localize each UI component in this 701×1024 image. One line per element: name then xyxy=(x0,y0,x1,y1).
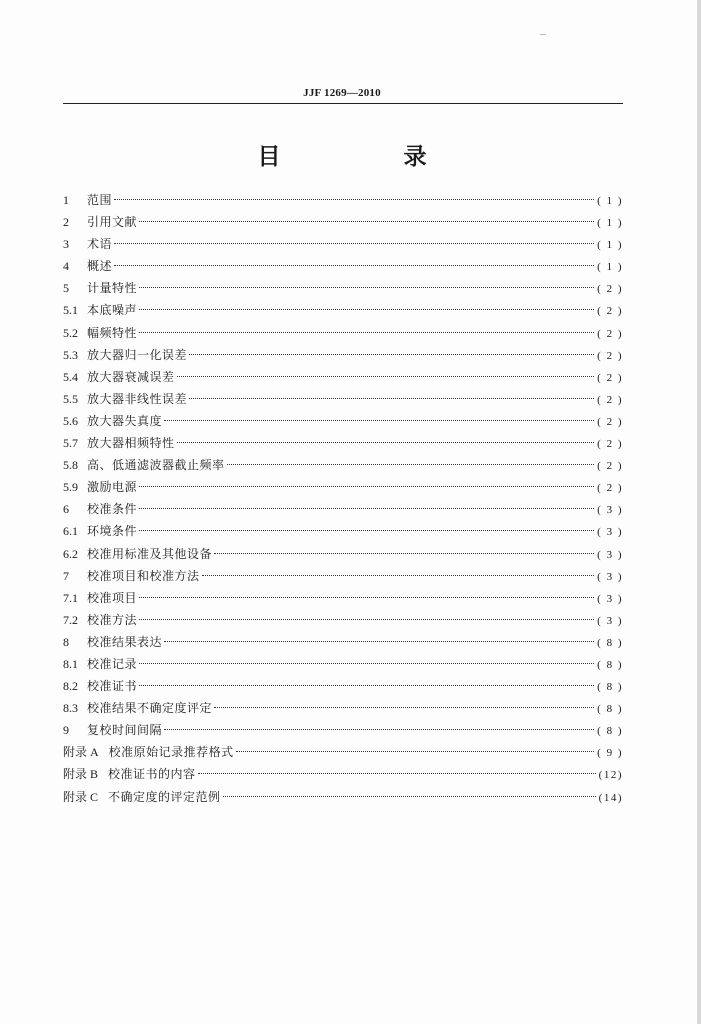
toc-entry[interactable] xyxy=(63,741,623,763)
toc-entry[interactable] xyxy=(63,476,623,498)
toc-leader-dots xyxy=(139,221,594,222)
toc-entry[interactable] xyxy=(63,786,623,808)
toc-entry-number: 5.7 xyxy=(63,436,78,451)
toc-entry[interactable] xyxy=(63,565,623,587)
toc-entry-page: ( 2 ) xyxy=(597,460,623,473)
header-rule xyxy=(63,103,623,104)
toc-leader-dots xyxy=(114,199,594,200)
toc-entry-number: 5.9 xyxy=(63,480,78,495)
toc-entry-page: ( 2 ) xyxy=(597,415,623,428)
toc-entry-title: 校准结果表达 xyxy=(87,634,163,649)
toc-entry-page: ( 2 ) xyxy=(597,305,623,318)
toc-entry-number: 9 xyxy=(63,723,69,738)
toc-entry-title: 校准证书 xyxy=(87,679,138,694)
toc-entry[interactable] xyxy=(63,322,623,344)
toc-leader-dots xyxy=(164,729,594,730)
toc-leader-dots xyxy=(223,796,596,797)
toc-entry[interactable] xyxy=(63,543,623,565)
toc-entry-page: ( 8 ) xyxy=(597,703,623,716)
toc-entry-page: ( 2 ) xyxy=(597,349,623,362)
toc-entry-number: 8.3 xyxy=(63,701,78,716)
toc-entry-number: 2 xyxy=(63,215,69,230)
toc-leader-dots xyxy=(164,641,594,642)
toc-entry-number: 附录 A xyxy=(63,745,99,760)
toc-entry-number: 7.2 xyxy=(63,612,78,627)
toc-entry-title: 概述 xyxy=(87,259,113,274)
toc-entry[interactable] xyxy=(63,609,623,631)
toc-leader-dots xyxy=(189,398,594,399)
toc-entry[interactable] xyxy=(63,189,623,211)
toc-entry-title: 校准条件 xyxy=(87,502,138,517)
toc-leader-dots xyxy=(139,332,594,333)
toc-entry-page: (12) xyxy=(598,769,623,782)
toc-entry[interactable] xyxy=(63,388,623,410)
toc-entry-page: ( 2 ) xyxy=(597,438,623,451)
toc-entry-page: ( 8 ) xyxy=(597,725,623,738)
toc-entry[interactable] xyxy=(63,299,623,321)
toc-entry-number: 6 xyxy=(63,502,69,517)
toc-leader-dots xyxy=(177,376,595,377)
toc-entry[interactable] xyxy=(63,520,623,542)
toc-entry-number: 8.2 xyxy=(63,679,78,694)
toc-entry-title: 环境条件 xyxy=(87,524,138,539)
toc-leader-dots xyxy=(139,619,594,620)
toc-entry[interactable] xyxy=(63,719,623,741)
toc-leader-dots xyxy=(189,354,594,355)
toc-entry-title: 校准结果不确定度评定 xyxy=(87,701,213,716)
toc-entry-number: 7 xyxy=(63,568,69,583)
toc-leader-dots xyxy=(164,420,594,421)
toc-entry-title: 复校时间间隔 xyxy=(87,723,163,738)
toc-entry[interactable] xyxy=(63,255,623,277)
toc-entry[interactable] xyxy=(63,697,623,719)
toc-leader-dots xyxy=(139,685,594,686)
toc-entry-number: 5.8 xyxy=(63,458,78,473)
toc-entry-page: ( 8 ) xyxy=(597,681,623,694)
toc-entry-page: ( 2 ) xyxy=(597,283,623,296)
toc-entry-number: 1 xyxy=(63,193,69,207)
toc-entry-title: 校准项目 xyxy=(87,590,138,605)
toc-entry-page: ( 1 ) xyxy=(597,217,623,230)
toc-entry-title: 激励电源 xyxy=(87,480,138,495)
toc-entry-page: ( 2 ) xyxy=(597,327,623,340)
toc-entry-title: 校准记录 xyxy=(87,656,138,671)
toc-entry-number: 7.1 xyxy=(63,590,78,605)
toc-leader-dots xyxy=(139,287,594,288)
toc-entry-title: 校准方法 xyxy=(87,612,138,627)
toc-entry-page: ( 1 ) xyxy=(597,239,623,252)
toc-entry[interactable] xyxy=(63,211,623,233)
toc-entry-number: 3 xyxy=(63,237,69,252)
toc-entry-title: 范围 xyxy=(87,193,113,207)
toc-entry-title: 高、低通滤波器截止频率 xyxy=(87,458,225,473)
toc-entry-title: 放大器非线性误差 xyxy=(87,391,188,406)
toc-leader-dots xyxy=(214,553,594,554)
toc-entry[interactable] xyxy=(63,233,623,255)
toc-leader-dots xyxy=(114,265,594,266)
toc-entry-page: ( 1 ) xyxy=(597,261,623,274)
toc-leader-dots xyxy=(139,663,594,664)
toc-entry-page: ( 8 ) xyxy=(597,658,623,671)
toc-entry-number: 5.3 xyxy=(63,347,78,362)
toc-entry-title: 校准原始记录推荐格式 xyxy=(108,745,234,760)
toc-leader-dots xyxy=(198,773,596,774)
toc-entry-page: ( 3 ) xyxy=(597,548,623,561)
toc-entry[interactable] xyxy=(63,344,623,366)
toc-leader-dots xyxy=(227,464,595,465)
toc-entry-title: 校准证书的内容 xyxy=(108,767,196,782)
toc-entry-title: 术语 xyxy=(87,237,113,252)
toc-entry-page: ( 1 ) xyxy=(597,195,623,207)
toc-entry-number: 6.2 xyxy=(63,546,78,561)
toc-entry-number: 6.1 xyxy=(63,524,78,539)
toc-entry-title: 引用文献 xyxy=(87,215,138,230)
toc-entry-number: 5 xyxy=(63,281,69,296)
toc-leader-dots xyxy=(214,707,594,708)
toc-entry[interactable] xyxy=(63,653,623,675)
toc-entry-title: 放大器衰减误差 xyxy=(87,369,175,384)
toc-entry-page: ( 3 ) xyxy=(597,526,623,539)
toc-entry-title: 本底噪声 xyxy=(87,303,138,318)
toc-entry[interactable] xyxy=(63,410,623,432)
toc-entry-title: 校准项目和校准方法 xyxy=(87,568,200,583)
toc-leader-dots xyxy=(139,597,594,598)
scan-speck xyxy=(540,34,546,35)
toc-leader-dots xyxy=(114,243,594,244)
toc-entry-page: ( 2 ) xyxy=(597,482,623,495)
toc-leader-dots xyxy=(202,575,595,576)
toc-entry-title: 计量特性 xyxy=(87,281,138,296)
toc-entry[interactable] xyxy=(63,498,623,520)
toc-entry-page: ( 9 ) xyxy=(597,747,623,760)
toc-entry-number: 4 xyxy=(63,259,69,274)
toc-entry-title: 不确定度的评定范例 xyxy=(108,789,221,804)
toc-leader-dots xyxy=(177,442,595,443)
toc-entry-title: 校准用标准及其他设备 xyxy=(87,546,213,561)
toc-entry-number: 8.1 xyxy=(63,656,78,671)
toc-entry-number: 附录 C xyxy=(63,789,99,804)
toc-entry-title: 放大器失真度 xyxy=(87,413,163,428)
toc-entry[interactable] xyxy=(63,366,623,388)
toc-entry-page: ( 3 ) xyxy=(597,570,623,583)
toc-entry-page: ( 8 ) xyxy=(597,636,623,649)
toc-entry-number: 5.5 xyxy=(63,391,78,406)
toc-entry-number: 5.6 xyxy=(63,413,78,428)
toc-entry-title: 幅频特性 xyxy=(87,325,138,340)
toc-leader-dots xyxy=(139,508,594,509)
toc-entry-title: 放大器归一化误差 xyxy=(87,347,188,362)
toc-entry-page: ( 2 ) xyxy=(597,371,623,384)
toc-leader-dots xyxy=(236,751,594,752)
toc-entry[interactable] xyxy=(63,432,623,454)
page-title: 目 录 xyxy=(257,144,477,170)
toc-entry[interactable] xyxy=(63,763,623,785)
toc-entry[interactable] xyxy=(63,277,623,299)
toc-entry-page: ( 3 ) xyxy=(597,592,623,605)
toc-entry-number: 5.4 xyxy=(63,369,78,384)
toc-leader-dots xyxy=(139,309,594,310)
table-of-contents xyxy=(63,189,623,808)
toc-entry[interactable] xyxy=(63,631,623,653)
toc-entry[interactable] xyxy=(63,675,623,697)
standard-code-header: JJF 1269—2010 xyxy=(303,87,381,99)
toc-entry-page: ( 3 ) xyxy=(597,614,623,627)
toc-leader-dots xyxy=(139,486,594,487)
toc-entry-page: ( 3 ) xyxy=(597,504,623,517)
toc-entry-number: 8 xyxy=(63,634,69,649)
toc-entry-number: 附录 B xyxy=(63,767,99,782)
toc-entry-number: 5.2 xyxy=(63,325,78,340)
toc-entry-page: ( 2 ) xyxy=(597,393,623,406)
toc-entry[interactable] xyxy=(63,587,623,609)
toc-leader-dots xyxy=(139,530,594,531)
toc-entry-page: (14) xyxy=(598,791,623,804)
toc-entry[interactable] xyxy=(63,454,623,476)
toc-entry-number: 5.1 xyxy=(63,303,78,318)
toc-entry-title: 放大器相频特性 xyxy=(87,436,175,451)
